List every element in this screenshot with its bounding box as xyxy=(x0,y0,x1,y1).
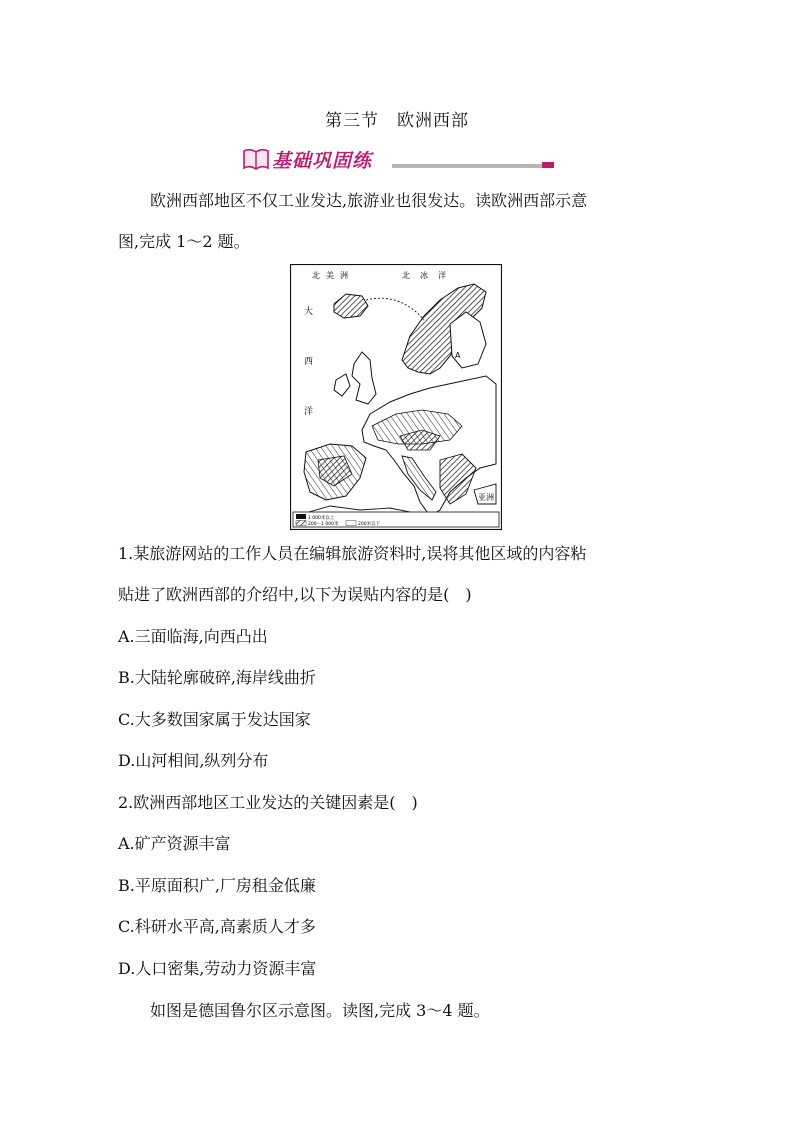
map-label-north-america: 北美洲 xyxy=(312,271,354,280)
map-label-atlantic-3: 洋 xyxy=(304,407,314,417)
question-2-option-d: D.人口密集,劳动力资源丰富 xyxy=(118,959,317,978)
page-title: 第三节 欧洲西部 xyxy=(325,111,469,131)
question-2-option-a: A.矿产资源丰富 xyxy=(118,834,231,853)
map-label-marker: A xyxy=(455,351,461,360)
banner-divider xyxy=(392,164,547,168)
outro-paragraph: 如图是德国鲁尔区示意图。读图,完成 3～4 题。 xyxy=(150,1001,490,1020)
legend-label-1: 1 000米以上 xyxy=(308,516,335,521)
question-2-option-b: B.平原面积广,厂房租金低廉 xyxy=(118,876,316,895)
question-2-option-c: C.科研水平高,高素质人才多 xyxy=(118,917,316,936)
intro-paragraph xyxy=(118,190,678,212)
map-label-arctic-ocean: 北冰洋 xyxy=(402,271,456,280)
section-banner-label: 基础巩固练 xyxy=(272,150,373,172)
question-1-option-c: C.大多数国家属于发达国家 xyxy=(118,710,311,729)
section-banner xyxy=(242,145,562,175)
intro-line-1: 欧洲西部地区不仅工业发达,旅游业也很发达。读欧洲西部示意 xyxy=(150,191,588,210)
map-legend xyxy=(293,512,499,527)
question-1-option-d: D.山河相间,纵列分布 xyxy=(118,751,269,770)
question-1-line-1: 1.某旅游网站的工作人员在编辑旅游资料时,误将其他区域的内容粘 xyxy=(118,544,587,563)
banner-divider-end xyxy=(542,162,554,168)
intro-line-2: 图,完成 1～2 题。 xyxy=(118,232,250,251)
legend-label-2: 200～1 000米 xyxy=(308,522,339,527)
map-label-asia: 亚洲 xyxy=(478,493,494,502)
legend-label-3: 200米以下 xyxy=(358,522,381,527)
map-label-atlantic-1: 大 xyxy=(304,307,314,317)
europe-map-figure xyxy=(290,264,502,530)
question-1-option-b: B.大陆轮廓破碎,海岸线曲折 xyxy=(118,668,316,687)
question-2-line-1: 2.欧洲西部地区工业发达的关键因素是( ) xyxy=(118,793,418,812)
question-1-option-a: A.三面临海,向西凸出 xyxy=(118,627,268,646)
question-1-line-2: 贴进了欧洲西部的介绍中,以下为误贴内容的是( ) xyxy=(118,585,472,604)
europe-map xyxy=(290,264,502,530)
map-label-atlantic-2: 西 xyxy=(304,357,314,367)
book-icon xyxy=(242,147,270,171)
